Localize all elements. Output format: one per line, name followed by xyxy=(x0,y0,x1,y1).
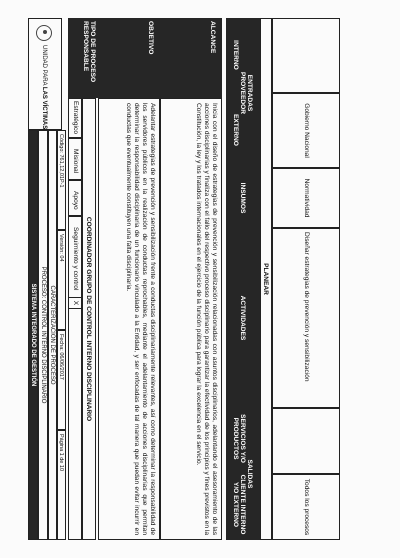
internal-header: INTERNO xyxy=(232,40,240,70)
doc-code: Código: 761,12,01P-1 xyxy=(57,130,66,230)
products-header: SERVICIOS Y/O PRODUCTOS xyxy=(232,414,247,463)
doc-title: CARACTERIZACIÓN DE PROCESO xyxy=(48,130,57,540)
option-apoyo[interactable]: Apoyo xyxy=(69,189,81,216)
doc-date: Fecha: 06/06/2017 xyxy=(57,330,66,430)
option-strategic[interactable]: Estratégico xyxy=(69,99,81,138)
client-cell: Todos los procesos xyxy=(272,474,340,540)
objective-label: OBJETIVO xyxy=(100,18,160,98)
responsible-label: RESPONSABLE xyxy=(82,21,89,72)
outputs-header: SALIDAS xyxy=(246,459,254,489)
process-title: PROCESO: CONTROL INTERNO DISCIPLINARIO xyxy=(38,130,48,540)
input-cell: Normatividad xyxy=(272,168,340,228)
internal-supplier-cell xyxy=(272,18,340,93)
checkbox-misional[interactable] xyxy=(69,180,81,189)
external-header: EXTERNO xyxy=(232,114,240,146)
phase-planear: PLANEAR xyxy=(260,18,272,540)
supplier-header: PROVEEDOR xyxy=(239,71,247,115)
responsible-value: COORDINADOR GRUPO DE CONTROL INTERNO DISCIPLINARIO xyxy=(82,98,96,540)
product-cell xyxy=(272,408,340,474)
doc-page: Página 1 de 10 xyxy=(57,430,66,540)
system-title: SISTEMA INTEGRADO DE GESTIÓN xyxy=(28,130,38,540)
inputs-header: ENTRADAS xyxy=(246,74,254,112)
input-supplies-header: INSUMOS xyxy=(226,168,260,228)
outputs-header-cell xyxy=(226,408,260,540)
checkbox-seguimiento[interactable]: X xyxy=(69,298,81,309)
process-type-label-cell xyxy=(68,18,100,98)
scope-label: ALCANCE xyxy=(160,18,222,98)
outputs-subheaders xyxy=(233,408,247,540)
logo-cell xyxy=(28,18,62,130)
inputs-header-cell xyxy=(226,18,260,168)
org-name-strong: LAS VÍCTIMAS xyxy=(41,86,47,130)
client-header: CLIENTE INTERNO Y/O EXTERNO xyxy=(232,474,247,535)
option-seguimiento[interactable]: Seguimiento y control xyxy=(69,225,81,298)
external-supplier-cell: Gobierno Nacional xyxy=(272,93,340,168)
objective-text: Adelantar estrategias de prevención y sensibilización frente a conductas disciplinariamente relevantes, así como determinar la responsabilidad de los servidores públicos en la realización de conductas reprochables, mediante el adelantamiento de acciones disciplinarias que permitan determinar la responsabilidad disciplinaria de un funcionario vinculado a la Entidad, y ser enfocadas de tal manera que puedan evitar incurrir en conductas que eventualmente constituyen una falta disciplinaria. xyxy=(98,98,160,540)
doc-version: Versión: 04 xyxy=(57,230,66,330)
option-misional[interactable]: Misional xyxy=(69,147,81,180)
unit-logo-icon xyxy=(36,25,52,41)
activities-header: ACTIVIDADES xyxy=(226,228,260,408)
org-name-prefix: UNIDAD PARA xyxy=(41,45,47,86)
scope-text: Inicia con el diseño de estrategias de prevención y sensibilización relacionadas con asuntos disciplinarios, adelantando el asesoramiento de las acciones disciplinarias y finaliza con el fallo del respectivo proceso disciplinario para garantizar la efectividad de los principios y fines previstos en la Constitución, la ley y los tratados internacionales en el ejercicio de la función pública para lograr la excelencia en el servicio. xyxy=(160,98,222,540)
process-type-label: TIPO DE PROCESO xyxy=(89,21,96,83)
checkbox-strategic[interactable] xyxy=(69,138,81,147)
activity-cell: Diseñar estrategias de prevención y sensibilización xyxy=(272,228,340,408)
org-name xyxy=(40,45,48,129)
supplier-subheaders xyxy=(233,18,240,168)
process-type-options xyxy=(68,98,82,540)
checkbox-apoyo[interactable] xyxy=(69,216,81,225)
